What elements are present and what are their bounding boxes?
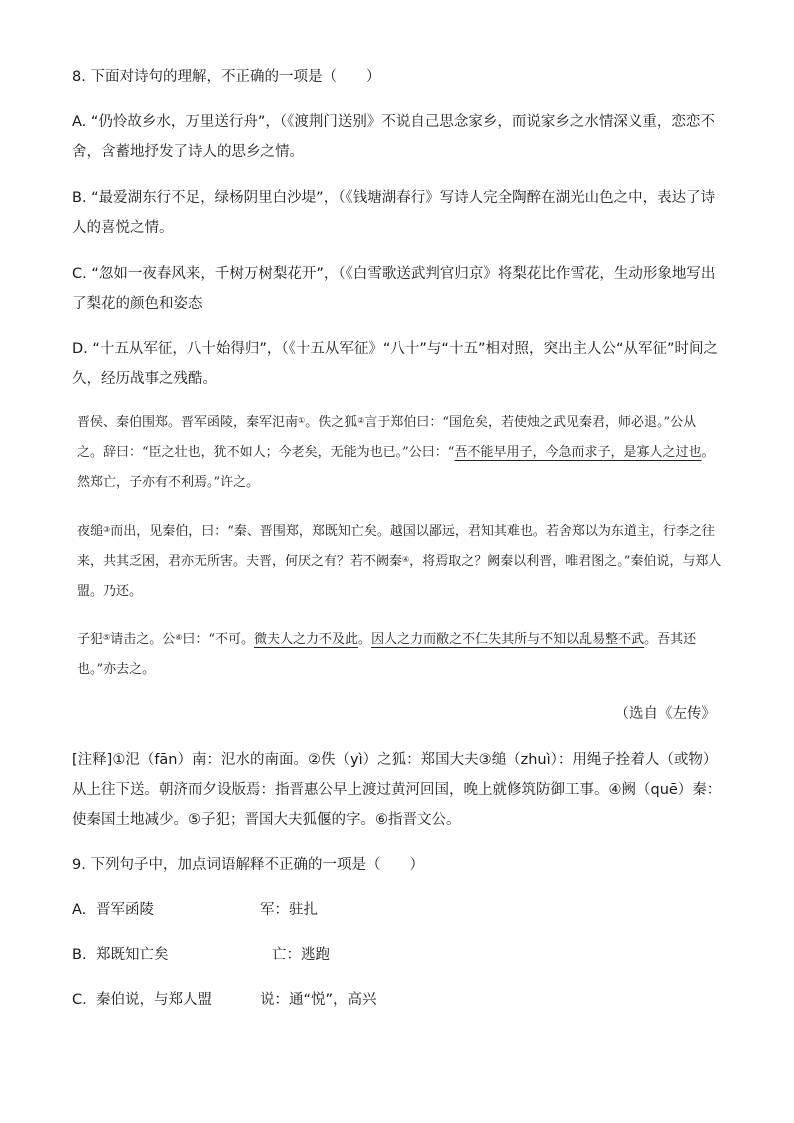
note-marker-3: ③	[103, 525, 111, 534]
note-marker-6: ⑥	[175, 633, 183, 642]
option-label: C.	[72, 992, 87, 1008]
question-8-option-c: C. “忽如一夜春风来，千树万树梨花开”，（《白雪歌送武判官归京》将梨花比作雪花，生动形象地写出了梨花的颜色和姿态	[72, 266, 716, 312]
option-label: A.	[72, 902, 87, 918]
option-label: B.	[72, 947, 87, 963]
question-9-option-b	[72, 943, 722, 967]
question-8-option-a: A. “仍怜故乡水，万里送行舟”，（《渡荆门送别》不说自己思念家乡，而说家乡之水情深义重，恋恋不舍，含蓄地抒发了诗人的思乡之情。	[72, 114, 715, 160]
annotations: [注释]①氾（fān）南：氾水的南面。②佚（yì）之狐：郑国大夫③缒（zhuì）：用绳子拴着人（或物）从上往下送。朝济而夕设版焉：指晋惠公早上渡过黄河回国，晚上就修筑防御工事。④阙（quē）秦：使秦国土地减少。⑤子犯；晋国大夫狐偃的字。⑥指晋文公。	[72, 752, 722, 828]
underlined-sentence-1: 吾不能早用子，今急而求子，是寡人之过也	[454, 445, 702, 460]
passage-paragraph-3: 子犯⑤请击之。公⑥曰：“不可。微夫人之力不及此。因人之力而敝之不仁失其所与不知以乱易整不武。吾其还也。”亦去之。	[77, 632, 697, 677]
underlined-sentence-2: 微夫人之力不及此	[254, 632, 359, 647]
passage-source: （选自《左传》	[614, 706, 716, 722]
passage-paragraph-1: 晋侯、秦伯围郑。晋军函陵，秦军氾南①。佚之狐②言于郑伯曰：“国危矣，若使烛之武见秦君，师必退。”公从之。辞曰：“臣之壮也，犹不如人；今老矣，无能为也已。”公曰：“吾不能早用子，今急而求子，是寡人之过也。然郑亡，子亦有不利焉。”许之。	[77, 415, 715, 490]
option-gloss: 亡：逃跑	[272, 947, 330, 963]
question-8-stem: 8. 下面对诗句的理解，不正确的一项是（ ）	[72, 69, 381, 85]
note-marker-5: ⑤	[103, 633, 111, 642]
question-9-stem: 9. 下列句子中，加点词语解释不正确的一项是（ ）	[72, 857, 424, 873]
note-marker-4: ④	[402, 555, 410, 564]
option-sentence: 秦伯说，与郑人盟	[96, 992, 212, 1008]
note-marker-2: ②	[357, 416, 365, 425]
note-marker-1: ①	[298, 416, 306, 425]
question-9-option-c	[72, 988, 722, 1012]
question-8-option-b: B. “最爱湖东行不足，绿杨阴里白沙堤”，（《钱塘湖春行》写诗人完全陶醉在湖光山色之中，表达了诗人的喜悦之情。	[72, 190, 716, 236]
underlined-sentence-3: 因人之力而敝之不仁失其所与不知以乱易整不武	[371, 632, 645, 647]
option-gloss: 军：驻扎	[260, 902, 318, 918]
question-8-option-d: D. “十五从军征，八十始得归”，（《十五从军征》“八十”与“十五”相对照，突出主人公“从军征”时间之久，经历战事之残酷。	[72, 341, 718, 387]
option-sentence: 郑既知亡矣	[96, 947, 169, 963]
passage-paragraph-2: 夜缒③而出，见秦伯，曰：“秦、晋围郑，郑既知亡矣。越国以鄙远，君知其难也。若舍郑以为东道主，行李之往来，共其乏困，君亦无所害。夫晋，何厌之有？若不阙秦④，将焉取之？阙秦以利晋，唯君图之。”秦伯说，与郑人盟。乃还。	[77, 524, 722, 599]
option-gloss: 说：通“悦”，高兴	[260, 992, 377, 1008]
question-9-option-a	[72, 898, 722, 922]
option-sentence: 晋军函陵	[96, 902, 154, 918]
